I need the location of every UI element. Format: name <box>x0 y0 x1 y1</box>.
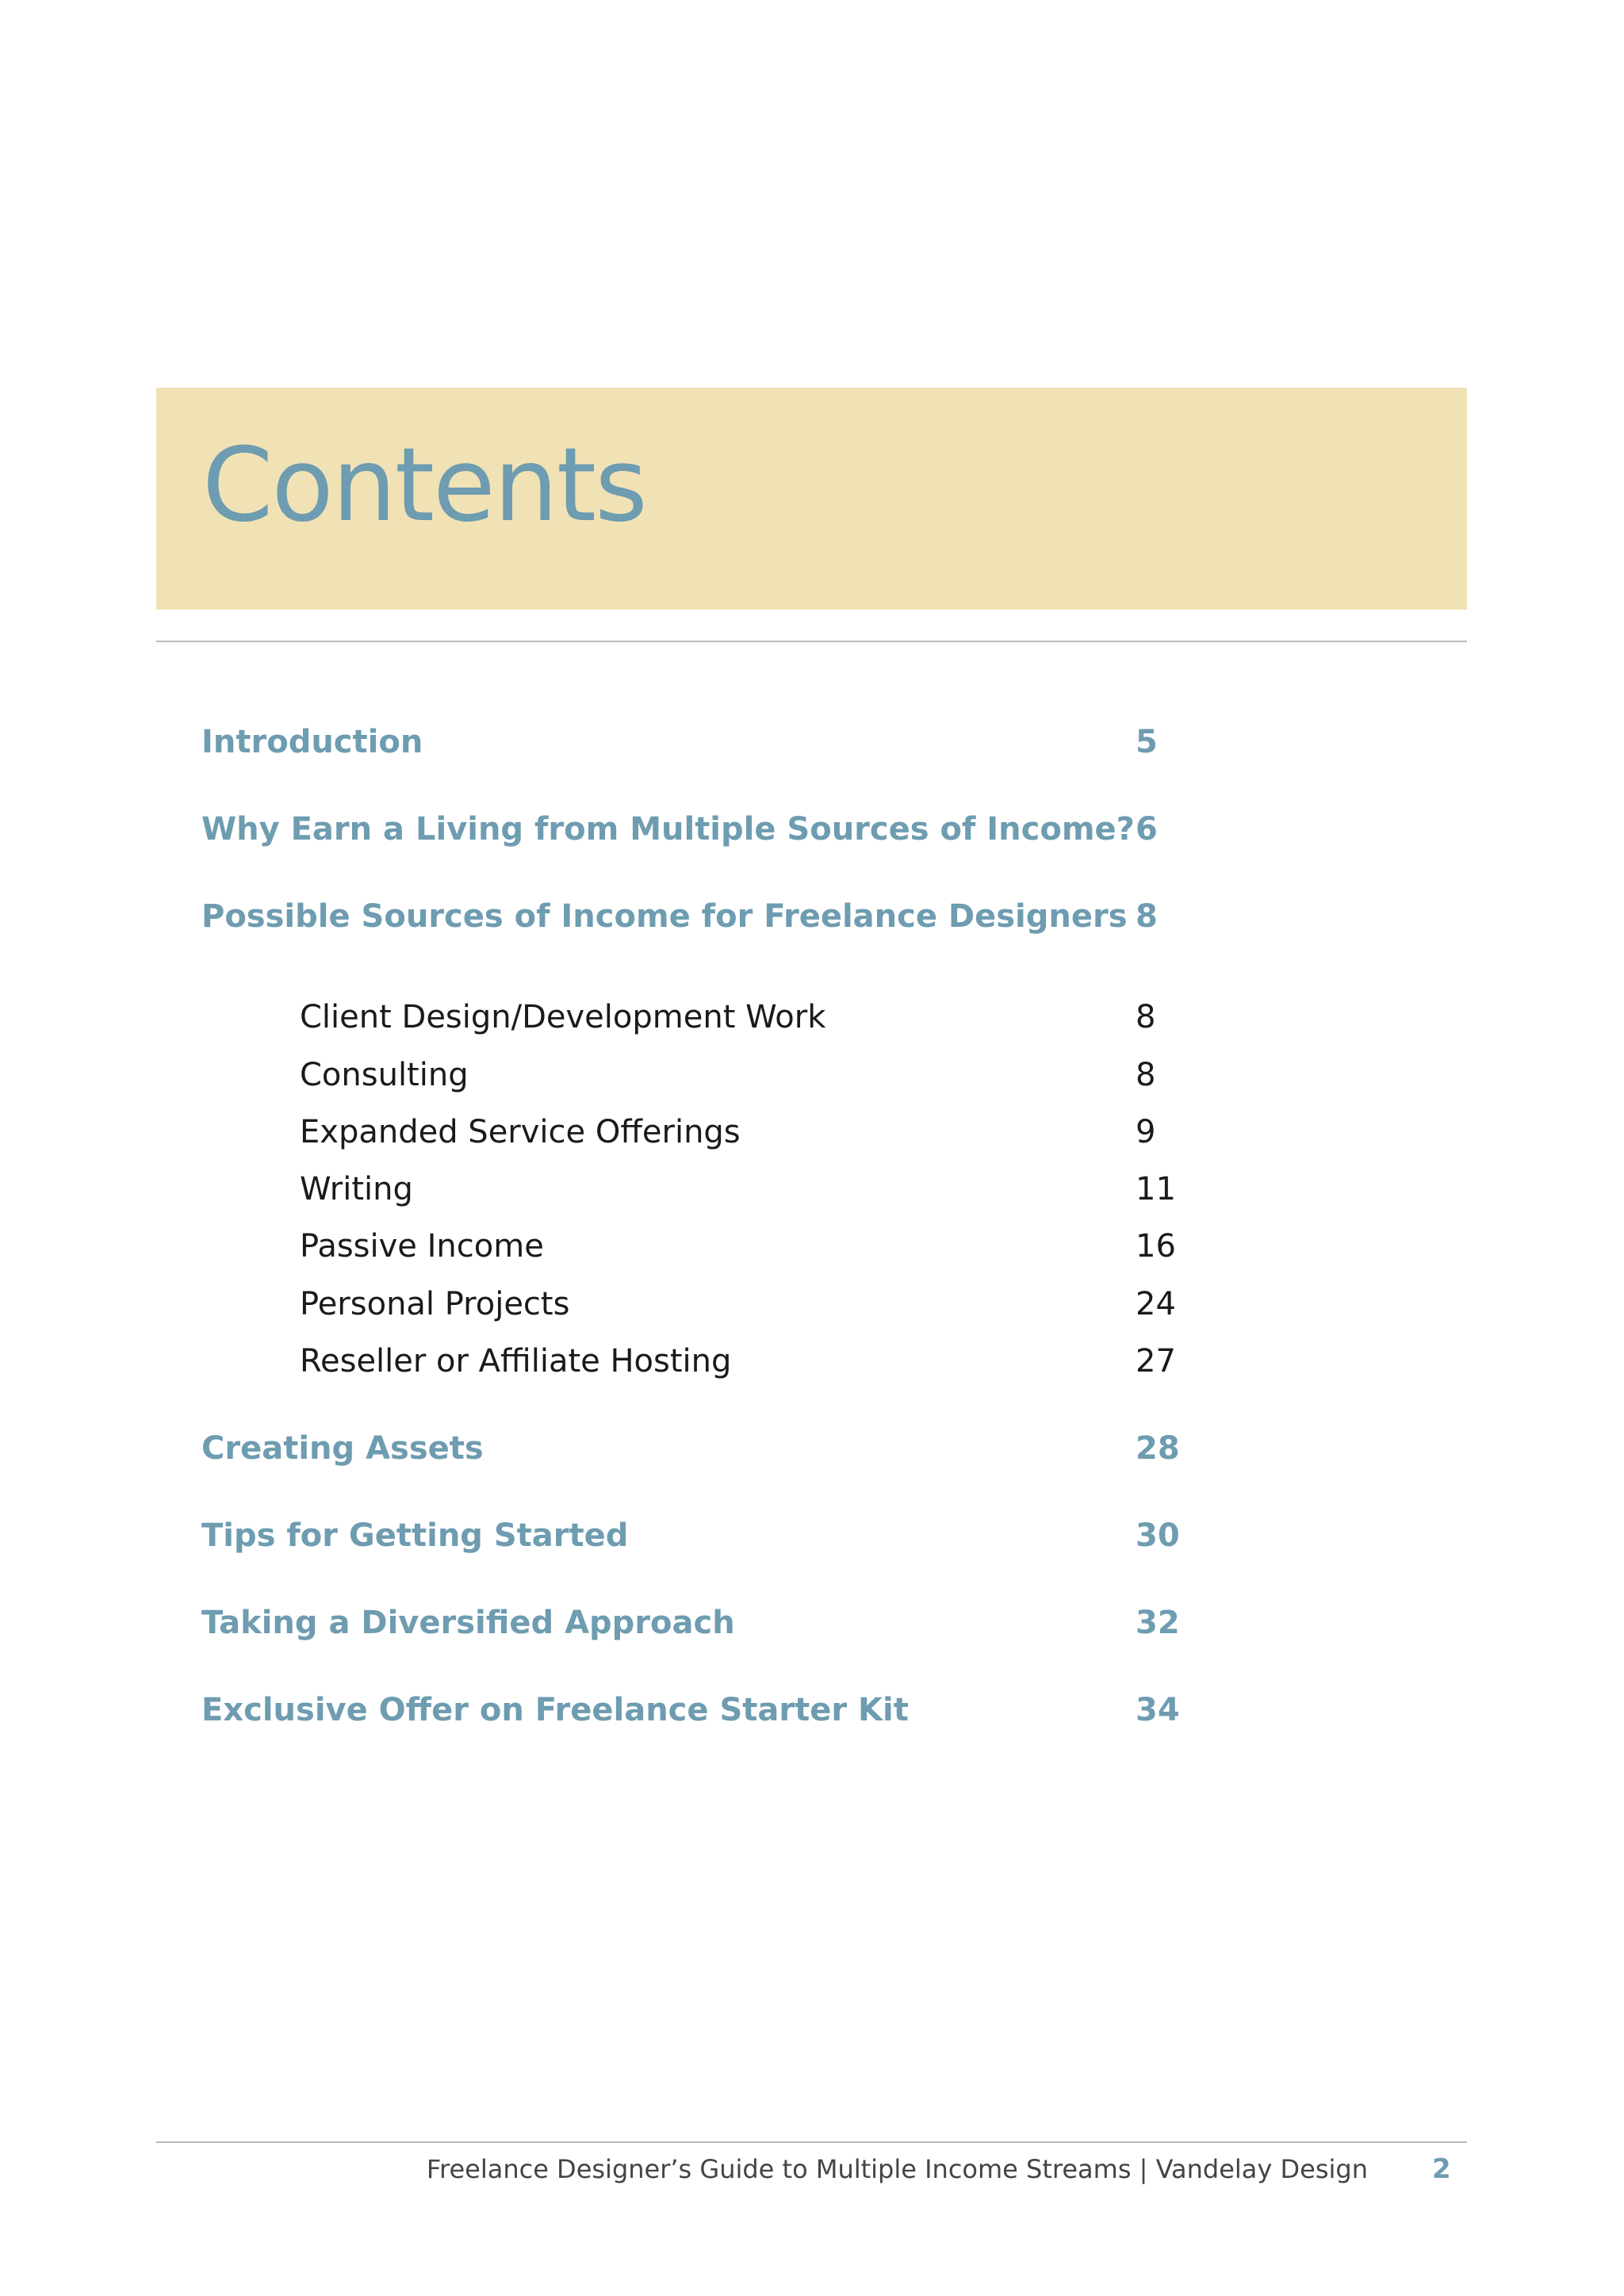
toc-subentry-title: Writing <box>300 1171 413 1207</box>
toc-entry-title: Taking a Diversified Approach <box>201 1605 735 1641</box>
toc-entry-title: Tips for Getting Started <box>201 1517 629 1554</box>
page-number: 2 <box>1432 2153 1451 2185</box>
toc-entry-title: Introduction <box>201 724 423 760</box>
toc-entry-introduction[interactable] <box>0 720 1624 775</box>
toc-subentry-writing[interactable] <box>0 1167 1624 1223</box>
toc-subentry-page: 27 <box>1136 1343 1176 1380</box>
toc-subentry-title: Personal Projects <box>300 1286 570 1322</box>
footer-text: Freelance Designer’s Guide to Multiple Income Streams | Vandelay Design <box>426 2154 1368 2184</box>
toc-subentry-title: Expanded Service Offerings <box>300 1114 741 1150</box>
toc-entry-title: Creating Assets <box>201 1430 484 1467</box>
toc-entry-creating-assets[interactable] <box>0 1426 1624 1482</box>
toc-subentry-consulting[interactable] <box>0 1053 1624 1108</box>
page-title: Contents <box>202 427 646 545</box>
toc-subentry-page: 8 <box>1136 1057 1156 1093</box>
toc-subentry-page: 16 <box>1136 1228 1176 1265</box>
toc-subentry-reseller-hosting[interactable] <box>0 1339 1624 1395</box>
toc-subentry-passive-income[interactable] <box>0 1224 1624 1280</box>
toc-entry-page: 30 <box>1136 1517 1180 1554</box>
toc-entry-page: 5 <box>1136 724 1158 760</box>
toc-subentry-title: Reseller or Affiliate Hosting <box>300 1343 732 1380</box>
toc-subentry-title: Client Design/Development Work <box>300 999 826 1035</box>
toc-entry-title: Why Earn a Living from Multiple Sources of Income? <box>201 811 1135 848</box>
toc-entry-page: 28 <box>1136 1430 1180 1467</box>
toc-subentry-expanded-services[interactable] <box>0 1110 1624 1165</box>
toc-entry-title: Exclusive Offer on Freelance Starter Kit <box>201 1692 909 1728</box>
toc-entry-why-multiple-income[interactable] <box>0 807 1624 863</box>
toc-entry-page: 34 <box>1136 1692 1180 1728</box>
toc-entry-diversified-approach[interactable] <box>0 1601 1624 1656</box>
toc-entry-title: Possible Sources of Income for Freelance Designers <box>201 898 1128 935</box>
toc-entry-page: 32 <box>1136 1605 1180 1641</box>
toc-subentry-personal-projects[interactable] <box>0 1282 1624 1337</box>
toc-subentry-client-work[interactable] <box>0 995 1624 1050</box>
toc-subentry-page: 9 <box>1136 1114 1156 1150</box>
toc-subentry-title: Passive Income <box>300 1228 544 1265</box>
divider-footer <box>156 2141 1467 2143</box>
toc-subentry-page: 24 <box>1136 1286 1176 1322</box>
toc-entry-tips-getting-started[interactable] <box>0 1513 1624 1569</box>
toc-subentry-page: 8 <box>1136 999 1156 1035</box>
toc-subentry-page: 11 <box>1136 1171 1176 1207</box>
toc-entry-page: 8 <box>1136 898 1158 935</box>
toc-entry-possible-sources[interactable] <box>0 894 1624 950</box>
toc-entry-page: 6 <box>1136 811 1158 848</box>
toc-subentry-title: Consulting <box>300 1057 469 1093</box>
toc-entry-exclusive-offer[interactable] <box>0 1688 1624 1743</box>
